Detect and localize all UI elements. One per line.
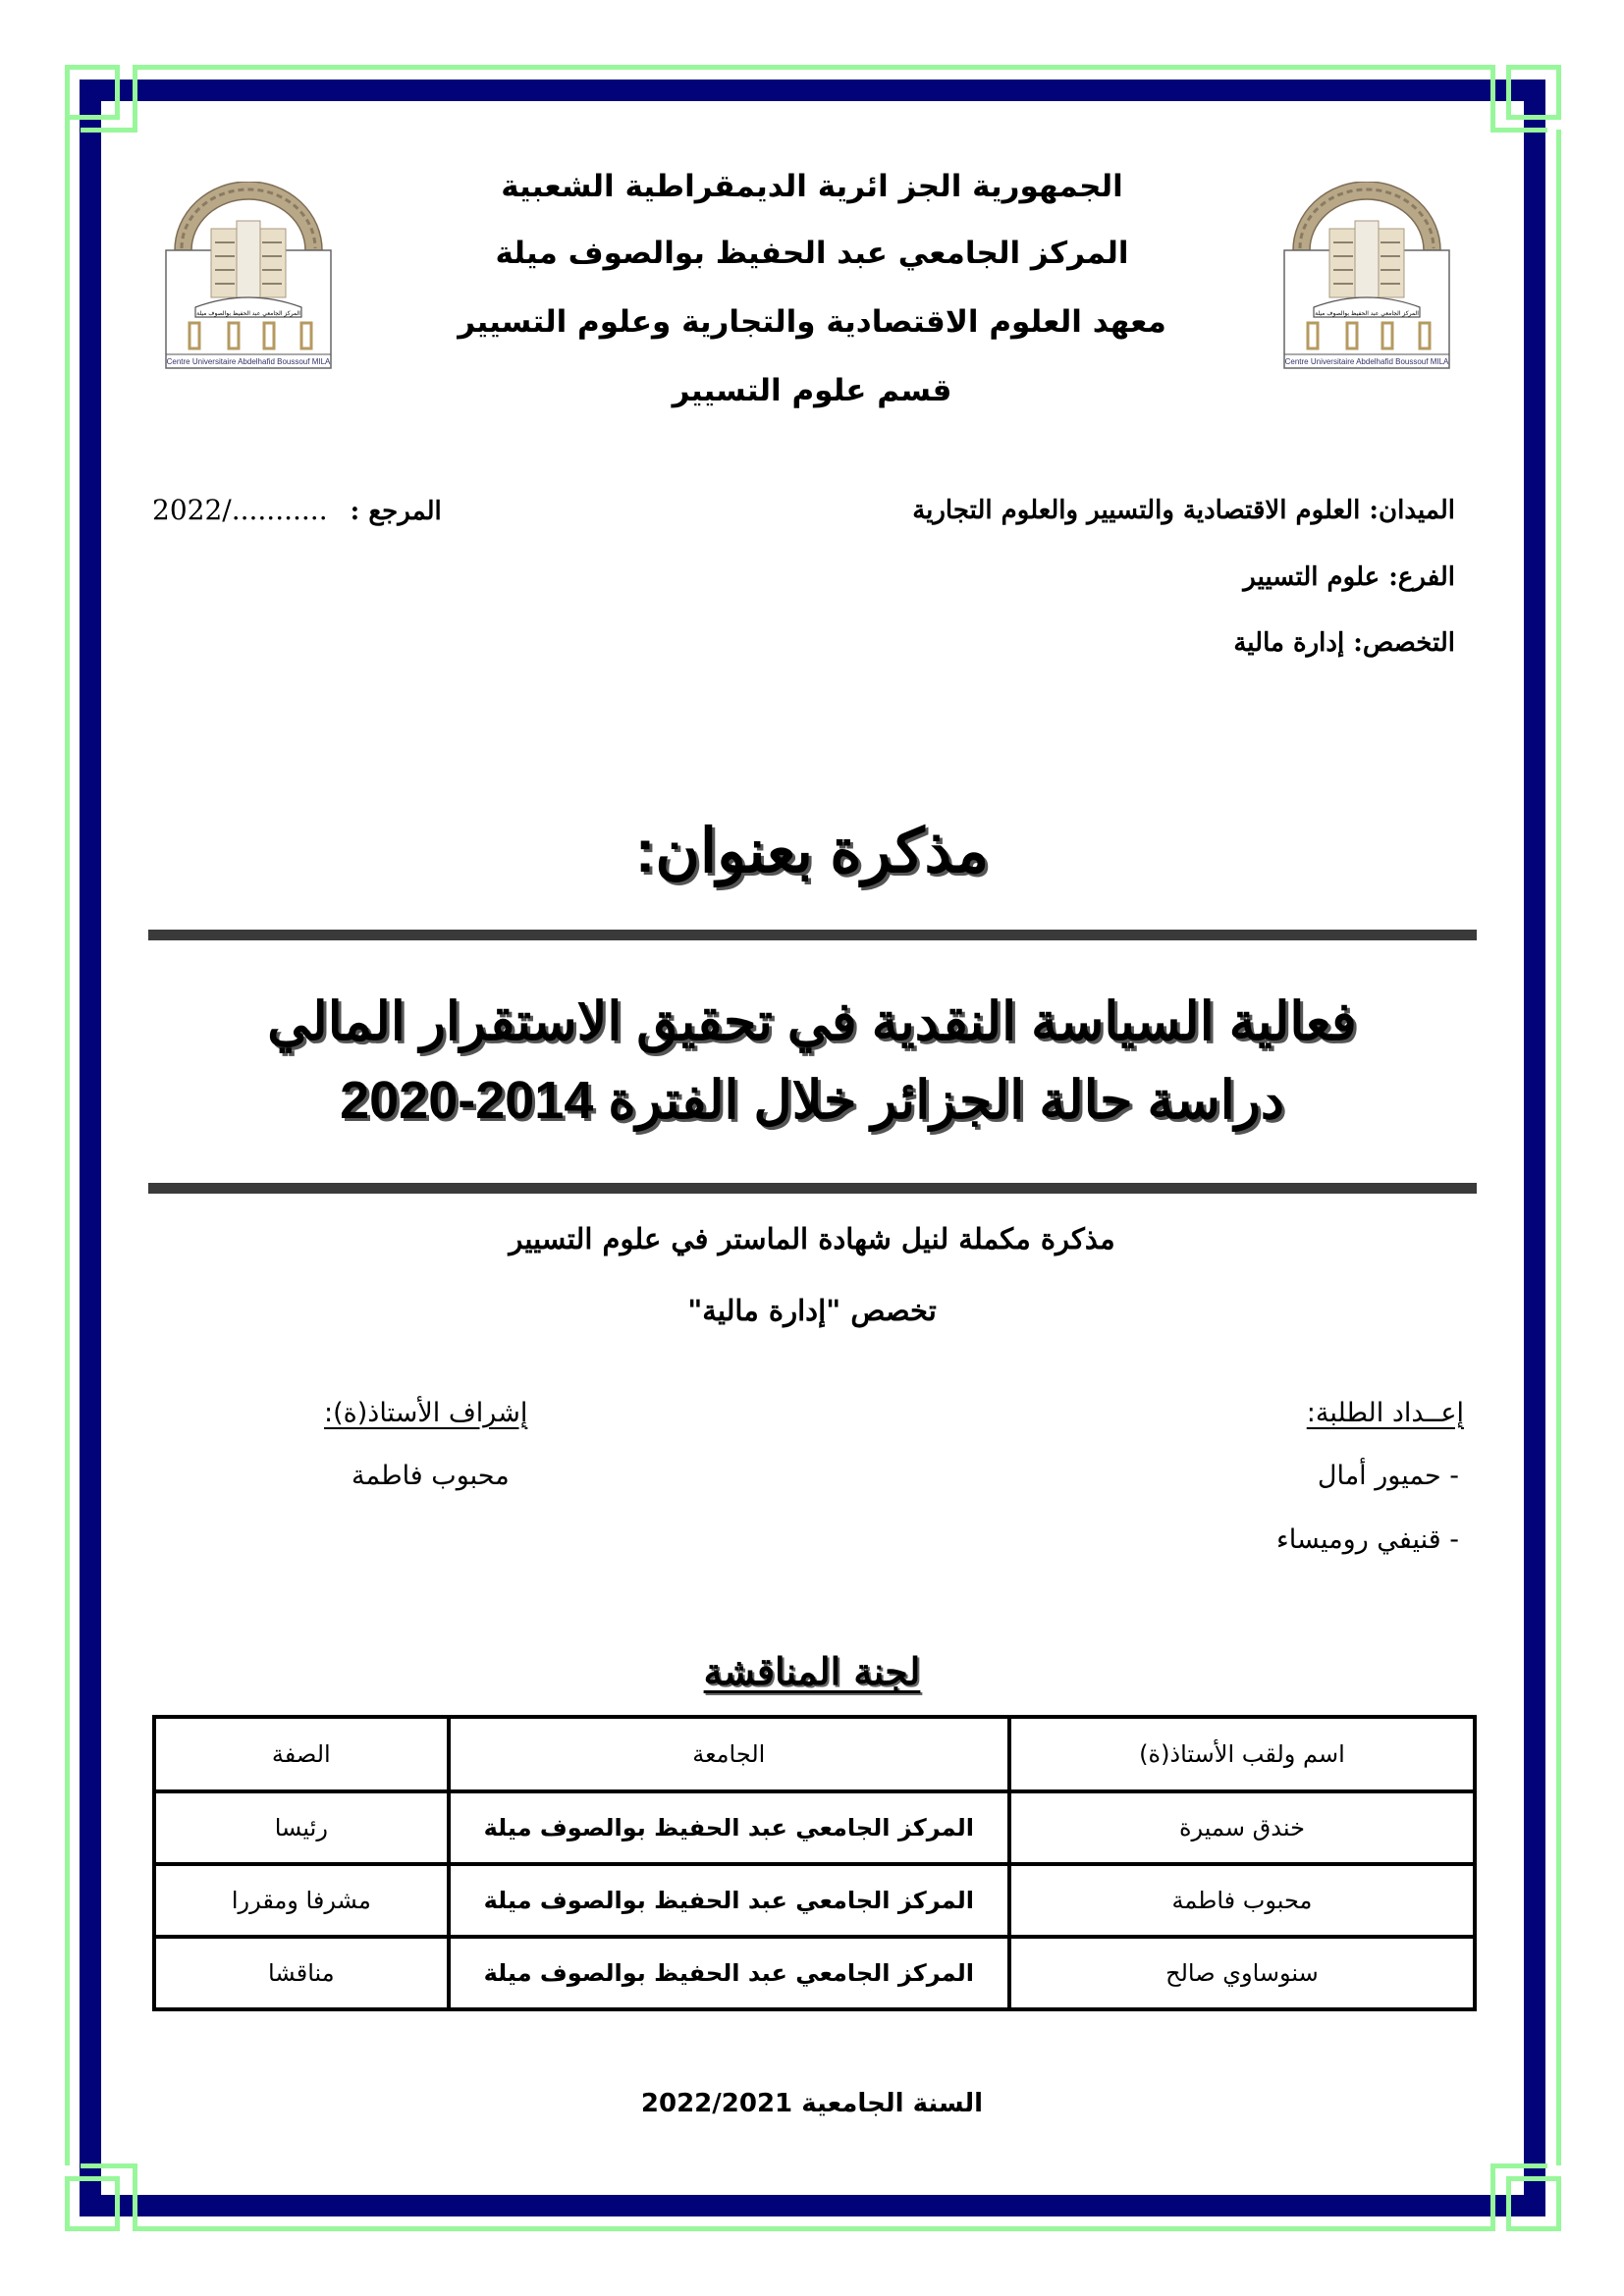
supervisor-name: محبوب فاطمة: [352, 1461, 510, 1491]
reference-value: 2022/...........: [152, 494, 328, 526]
frame-green-right: [1556, 130, 1561, 2165]
university-logo-left: [160, 182, 337, 378]
branch-label: الفرع: علوم التسيير: [1243, 562, 1455, 592]
member-name: سنوساوي صالح: [1009, 1937, 1475, 2009]
reference-block: [152, 494, 442, 526]
member-name: محبوب فاطمة: [1009, 1864, 1475, 1937]
member-role: مشرفا ومقررا: [154, 1864, 449, 1937]
title-divider-bottom: [148, 1183, 1477, 1194]
memo-title-label: مذكرة بعنوان:: [634, 818, 990, 885]
frame-green-top: [134, 65, 1492, 70]
frame-corner-bl-b: [81, 2163, 137, 2231]
member-role: رئيسا: [154, 1791, 449, 1864]
frame-navy-top: [80, 80, 1545, 101]
student-name: - حميور أمال: [1317, 1461, 1459, 1491]
member-role: مناقشا: [154, 1937, 449, 2009]
member-university: المركز الجامعي عبد الحفيظ بوالصوف ميلة: [449, 1791, 1009, 1864]
supervisor-heading: إشراف الأستاذ(ة):: [324, 1398, 528, 1428]
svg-text:المركز الجامعي عبد الحفيظ بوال: المركز الجامعي عبد الحفيظ بوالصوف ميلة: [1315, 310, 1419, 317]
svg-text:Centre Universitaire Abdelhafi: Centre Universitaire Abdelhafid Boussouf MILA: [1284, 357, 1449, 366]
university-logo-right: [1278, 182, 1455, 378]
svg-text:Centre Universitaire Abdelhafi: Centre Universitaire Abdelhafid Boussouf MILA: [166, 357, 331, 366]
committee-table-header: [154, 1717, 1475, 1791]
university-logo-icon: [1278, 182, 1455, 378]
degree-description: مذكرة مكملة لنيل شهادة الماستر في علوم التسيير: [509, 1222, 1115, 1255]
students-heading: إعــداد الطلبة:: [1306, 1398, 1464, 1428]
member-name: خندق سميرة: [1009, 1791, 1475, 1864]
member-university: المركز الجامعي عبد الحفيظ بوالصوف ميلة: [449, 1937, 1009, 2009]
frame-corner-tr-b: [1490, 65, 1547, 133]
academic-year: السنة الجامعية 2022/2021: [640, 2089, 984, 2118]
svg-text:المركز الجامعي عبد الحفيظ بوال: المركز الجامعي عبد الحفيظ بوالصوف ميلة: [196, 310, 300, 317]
field-label: الميدان: العلوم الاقتصادية والتسيير والعلوم التجارية: [912, 496, 1455, 525]
frame-corner-tl-c: [65, 80, 135, 134]
thesis-title-line2: دراسة حالة الجزائر خلال الفترة 2014-2020: [340, 1071, 1284, 1130]
table-row: [154, 1937, 1475, 2009]
frame-green-left: [65, 130, 70, 2165]
title-divider-top: [148, 930, 1477, 940]
institute-name: معهد العلوم الاقتصادية والتجارية وعلوم التسيير: [458, 304, 1166, 340]
university-name: المركز الجامعي عبد الحفيظ بوالصوف ميلة: [495, 236, 1129, 271]
header-name: اسم ولقب الأستاذ(ة): [1009, 1717, 1475, 1791]
reference-label: المرجع :: [350, 497, 442, 526]
department-name: قسم علوم التسيير: [672, 373, 952, 408]
university-logo-icon: [160, 182, 337, 378]
member-university: المركز الجامعي عبد الحفيظ بوالصوف ميلة: [449, 1864, 1009, 1937]
frame-green-bottom: [134, 2226, 1492, 2231]
country-name: الجمهورية الجز ائرية الديمقراطية الشعبية: [501, 169, 1123, 204]
header-university: الجامعة: [449, 1717, 1009, 1791]
header-role: الصفة: [154, 1717, 449, 1791]
committee-title: لجنة المناقشة: [703, 1649, 921, 1693]
committee-table: [152, 1715, 1477, 2011]
frame-navy-bottom: [80, 2195, 1545, 2216]
thesis-title-line1: فعالية السياسة النقدية في تحقيق الاستقرار المالي: [267, 992, 1357, 1051]
student-name: - قنيفي روميساء: [1276, 1524, 1459, 1555]
frame-corner-br-b: [1490, 2163, 1547, 2231]
table-row: [154, 1791, 1475, 1864]
table-row: [154, 1864, 1475, 1937]
specialty-label: التخصص: إدارة مالية: [1233, 628, 1455, 658]
degree-specialty: تخصص "إدارة مالية": [687, 1294, 937, 1327]
